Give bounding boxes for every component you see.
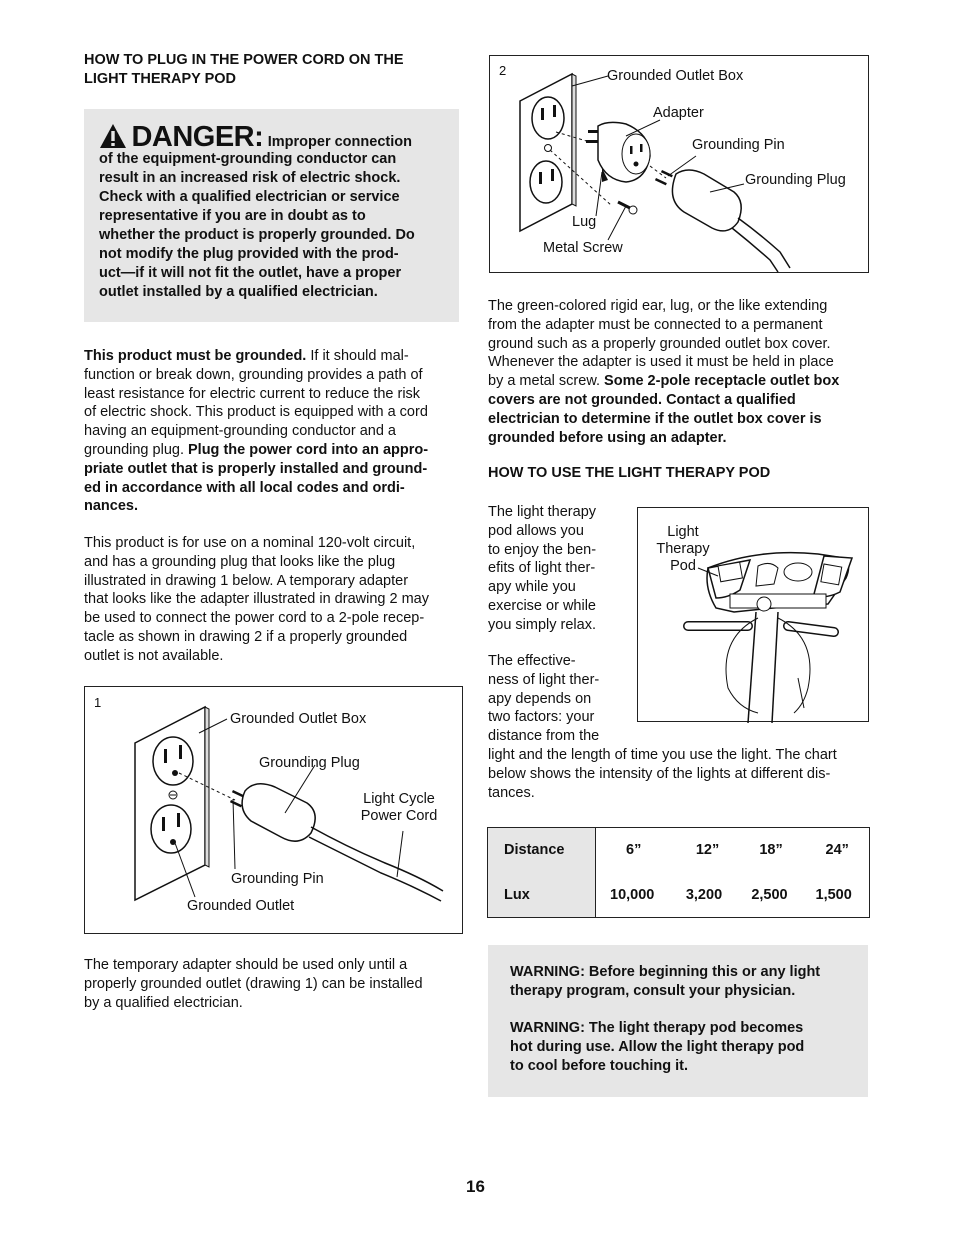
label-grounding-plug: Grounding Plug (259, 755, 360, 771)
text: and has a grounding plug that looks like the plug (84, 553, 396, 570)
text: The green-colored rigid ear, lug, or the like extending (488, 298, 828, 314)
grounding-paragraph (84, 347, 464, 516)
bold-text: priate outlet that is properly installed and ground- (84, 460, 428, 477)
label-grounded-outlet-box: Grounded Outlet Box (230, 711, 367, 727)
light-therapy-pod-drawing (637, 507, 869, 722)
warning-triangle-icon (99, 123, 127, 149)
text: that looks like the adapter illustrated in drawing 2 may (84, 591, 429, 608)
text: illustrated in drawing 1 below. A temporary adapter (84, 572, 409, 589)
danger-text-line: Check with a qualified electrician or service (99, 189, 400, 205)
table-cell: 2,500 (751, 886, 788, 903)
text: This product is for use on a nominal 120-volt circuit, (84, 535, 416, 551)
danger-text-line: not modify the plug provided with the prod- (99, 246, 399, 262)
label-lug: Lug (572, 214, 597, 230)
warning-line: WARNING: Before beginning this or any light (510, 964, 821, 980)
label-adapter: Adapter (653, 105, 704, 121)
text: outlet is not available. (84, 647, 224, 664)
text: least resistance for electric current to reduce the risk (84, 385, 421, 402)
drawing-number: 1 (94, 695, 102, 710)
text: be used to connect the power cord to a 2-pole recep- (84, 610, 425, 627)
text: efits of light ther- (488, 560, 596, 577)
heading-line: LIGHT THERAPY POD (84, 71, 236, 87)
section-heading-power-cord (84, 51, 464, 89)
table-cell: 10,000 (610, 886, 655, 903)
text: of electric shock. This product is equipped with a cord (84, 404, 428, 421)
danger-text (99, 150, 454, 302)
danger-text-line: of the equipment-grounding conductor can (99, 151, 397, 167)
text: below shows the intensity of the lights at different dis- (488, 765, 831, 782)
label-grounding-pin: Grounding Pin (692, 137, 785, 153)
danger-text-line: whether the product is properly grounded. Do (99, 227, 415, 243)
bold-text: ed in accordance with all local codes and ordi- (84, 479, 405, 496)
label-light-therapy-pod (648, 524, 718, 575)
table-row-header: Distance (488, 828, 596, 873)
label-line: Pod (670, 558, 696, 574)
table-cell: 18” (759, 842, 783, 859)
table-cell: 3,200 (685, 886, 723, 903)
table-cell: 12” (695, 842, 720, 859)
warning-line: hot during use. Allow the light therapy pod (510, 1039, 805, 1055)
danger-text-line: Improper connection (267, 134, 412, 150)
bold-text: covers are not grounded. Contact a qualified (488, 391, 796, 408)
text: apy while you (488, 579, 576, 596)
danger-text-line: result in an increased risk of electric shock. (99, 170, 401, 186)
temporary-adapter-paragraph (84, 956, 464, 1012)
text: function or break down, grounding provides a path of (84, 366, 423, 383)
text: exercise or while (488, 597, 596, 614)
text: to enjoy the ben- (488, 541, 597, 558)
text: The light therapy (488, 504, 597, 520)
label-power-cord (351, 791, 447, 825)
text: tacle as shown in drawing 2 if a properly grounded (84, 628, 408, 645)
table-row-header: Lux (488, 873, 596, 918)
warning-line: therapy program, consult your physician. (510, 983, 796, 999)
label-grounded-outlet-box: Grounded Outlet Box (607, 68, 744, 84)
text: pod allows you (488, 522, 584, 539)
bold-text: electrician to determine if the outlet box cover is (488, 410, 822, 427)
label-grounding-plug: Grounding Plug (745, 172, 846, 188)
text: Whenever the adapter is used it must be held in place (488, 354, 834, 371)
text: The temporary adapter should be used only until a (84, 957, 408, 973)
danger-word: DANGER: (131, 121, 264, 153)
bold-text: nances. (84, 498, 138, 515)
text: ness of light ther- (488, 671, 600, 688)
heading-line: HOW TO PLUG IN THE POWER CORD ON THE (84, 52, 404, 68)
label-grounding-pin: Grounding Pin (231, 871, 324, 887)
bold-text: Plug the power cord into an appro- (188, 441, 429, 458)
drawing-number: 2 (499, 63, 507, 78)
text: tances. (488, 784, 535, 801)
pod-benefits-paragraph (488, 503, 618, 635)
text: having an equipment-grounding conductor and a (84, 423, 396, 440)
table-cell: 24” (825, 842, 849, 859)
text: you simply relax. (488, 616, 596, 633)
danger-text-line: representative if you are in doubt as to (99, 208, 366, 224)
table-cell: 1,500 (815, 886, 852, 903)
label-line: Therapy (656, 541, 710, 557)
text: properly grounded outlet (drawing 1) can be installed (84, 975, 423, 992)
text: by a metal screw. (488, 373, 605, 390)
text: The effective- (488, 653, 576, 669)
label-grounded-outlet: Grounded Outlet (187, 898, 295, 914)
label-line: Light (667, 524, 699, 540)
circuit-paragraph (84, 534, 464, 666)
text: from the adapter must be connected to a permanent (488, 316, 823, 333)
danger-text-line: outlet installed by a qualified electrician. (99, 284, 378, 300)
label-metal-screw: Metal Screw (543, 240, 623, 256)
text: light and the length of time you use the light. The chart (488, 746, 837, 763)
text: by a qualified electrician. (84, 994, 243, 1011)
danger-box (84, 109, 459, 322)
section-heading-use-pod: HOW TO USE THE LIGHT THERAPY POD (488, 465, 771, 481)
page-number: 16 (466, 1177, 485, 1196)
lux-table (487, 827, 870, 918)
text: two factors: your (488, 709, 595, 726)
table-row (488, 873, 869, 918)
drawing-1-grounded-outlet (84, 686, 463, 934)
text: If it should mal- (306, 348, 409, 364)
label-line: Power Cord (360, 808, 438, 824)
lug-paragraph (488, 297, 873, 447)
warning-line: to cool before touching it. (510, 1058, 689, 1074)
table-row (488, 828, 869, 873)
drawing-2-adapter (489, 55, 869, 273)
danger-text-line: uct—if it will not fit the outlet, have a proper (99, 265, 402, 281)
warning-hot (510, 1019, 860, 1076)
text: distance from the (488, 728, 600, 745)
warning-line: WARNING: The light therapy pod becomes (510, 1020, 804, 1036)
bold-text: This product must be grounded. (84, 348, 307, 364)
text: grounding plug. (84, 441, 188, 458)
label-line: Light Cycle (363, 791, 435, 807)
warning-box (488, 945, 868, 1097)
bold-text: grounded before using an adapter. (488, 429, 727, 446)
warning-physician (510, 963, 860, 1001)
table-cell: 6” (626, 842, 642, 859)
text: apy depends on (488, 690, 592, 707)
text: ground such as a properly grounded outlet box cover. (488, 335, 831, 352)
bold-text: Some 2-pole receptacle outlet box (604, 373, 840, 390)
